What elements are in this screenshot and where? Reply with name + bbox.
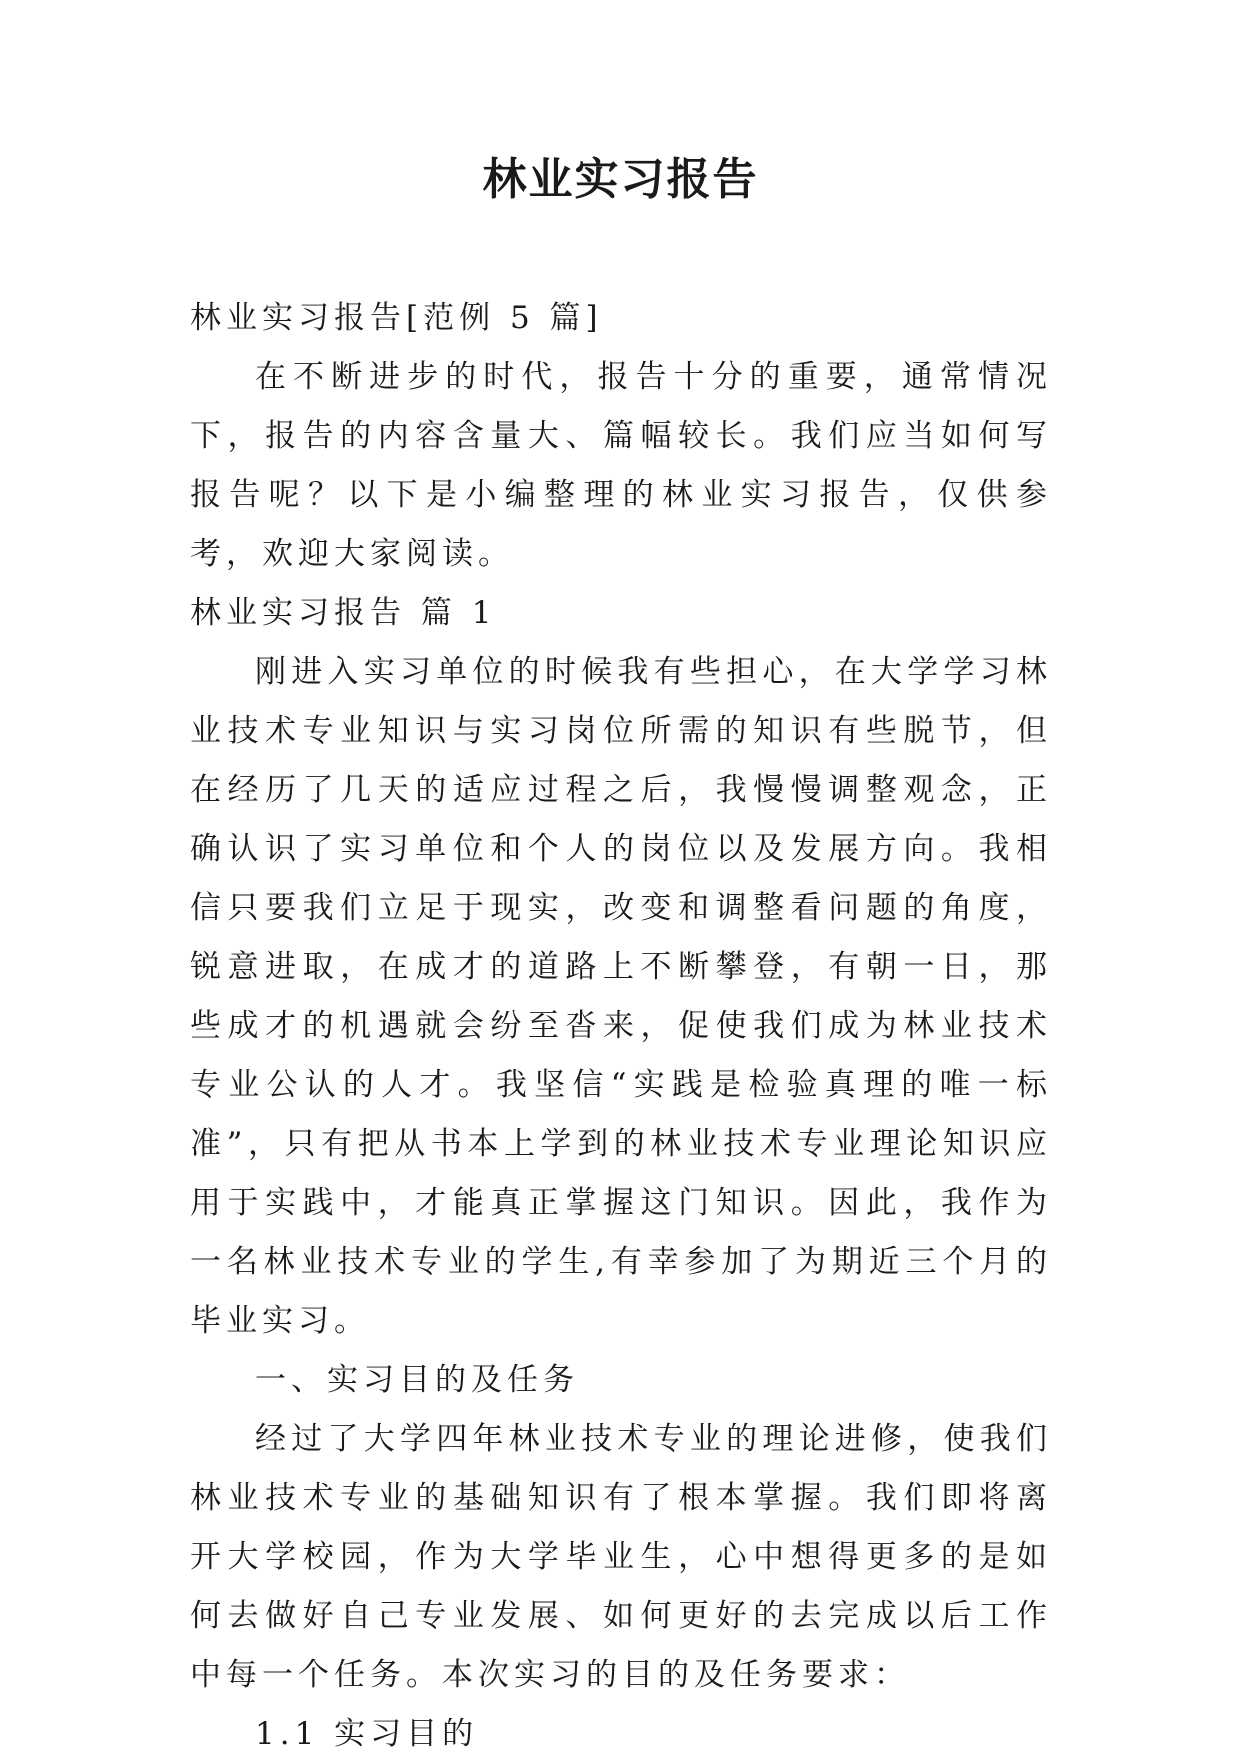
body-paragraph-1: 刚进入实习单位的时候我有些担心，在大学学习林业技术专业知识与实习岗位所需的知识有些脱节，但在经历了几天的适应过程之后，我慢慢调整观念，正确认识了实习单位和个人的岗位以及发展方向。我相信只要我们立足于现实，改变和调整看问题的角度，锐意进取，在成才的道路上不断攀登，有朝一日，那些成才的机遇就会纷至沓来，促使我们成为林业技术专业公认的人才。我坚信“实践是检验真理的唯一标准”，只有把从书本上学到的林业技术专业理论知识应用于实践中，才能真正掌握这门知识。因此，我作为一名林业技术专业的学生,有幸参加了为期近三个月的毕业实习。 — [190, 654, 1052, 1339]
document-body — [190, 289, 1052, 1764]
document-title: 林业实习报告 — [482, 154, 759, 205]
body-paragraph-2: 经过了大学四年林业技术专业的理论进修，使我们林业技术专业的基础知识有了根本掌握。我们即将离开大学校园，作为大学毕业生，心中想得更多的是如何去做好自己专业发展、如何更好的去完成以后工作中每一个任务。本次实习的目的及任务要求： — [190, 1421, 1052, 1693]
document-subtitle: 林业实习报告[范例 5 篇] — [190, 300, 603, 336]
section-heading: 林业实习报告 篇 1 — [190, 595, 497, 631]
heading-internship-purpose: 1.1 实习目的 — [255, 1716, 479, 1752]
intro-paragraph: 在不断进步的时代，报告十分的重要，通常情况下，报告的内容含量大、篇幅较长。我们应当如何写报告呢？以下是小编整理的林业实习报告，仅供参考，欢迎大家阅读。 — [190, 359, 1052, 572]
heading-purpose-and-tasks: 一、实习目的及任务 — [255, 1362, 579, 1398]
